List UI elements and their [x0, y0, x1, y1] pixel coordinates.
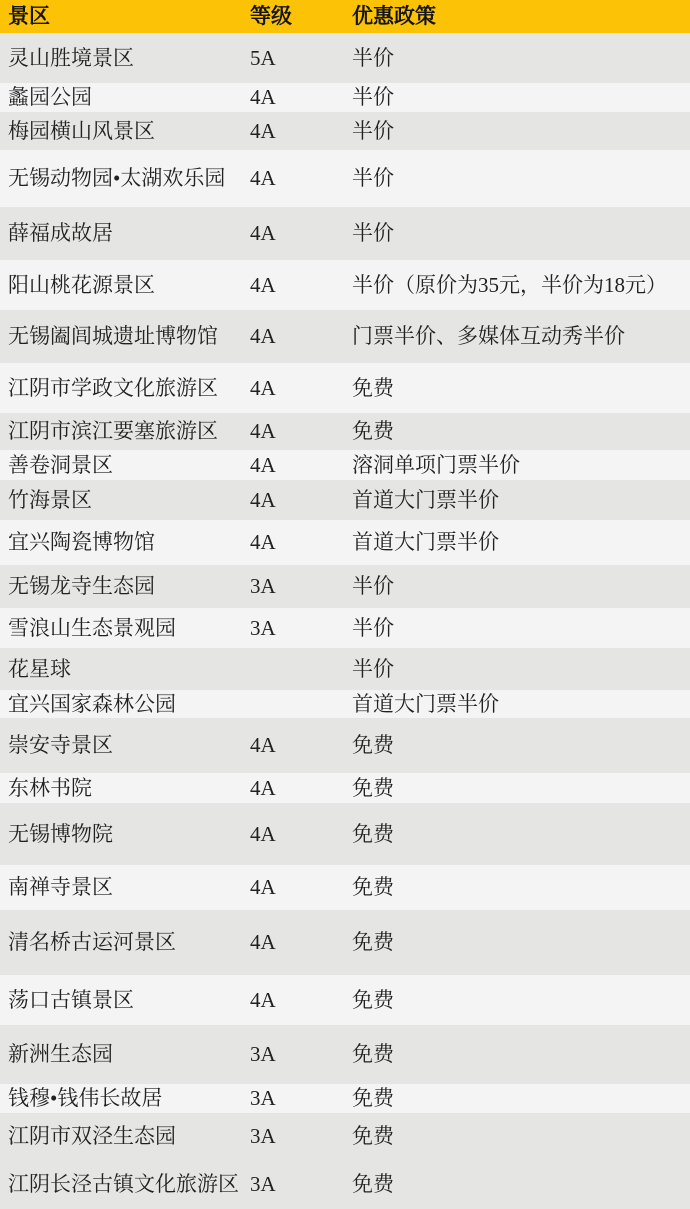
- cell-policy: 半价: [352, 656, 394, 681]
- cell-scenic-area: 江阴市学政文化旅游区: [8, 375, 218, 400]
- table-row: [0, 260, 690, 310]
- table-row: [0, 450, 690, 480]
- table-row: [0, 520, 690, 565]
- cell-policy: 首道大门票半价: [352, 487, 499, 512]
- cell-grade: 4A: [250, 733, 276, 758]
- cell-scenic-area: 无锡动物园•太湖欢乐园: [8, 166, 226, 191]
- cell-policy: 免费: [352, 1124, 394, 1149]
- cell-policy: 半价: [352, 221, 394, 246]
- cell-policy: 免费: [352, 821, 394, 846]
- cell-scenic-area: 钱穆•钱伟长故居: [8, 1086, 163, 1111]
- cell-grade: 3A: [250, 574, 276, 599]
- cell-policy: 半价: [352, 45, 394, 70]
- cell-grade: 4A: [250, 375, 276, 400]
- cell-policy: 免费: [352, 930, 394, 955]
- table-row: [0, 1113, 690, 1160]
- cell-grade: 4A: [250, 272, 276, 297]
- table-row: [0, 1025, 690, 1084]
- cell-grade: 4A: [250, 118, 276, 143]
- table-header-row: [0, 0, 690, 33]
- cell-grade: 4A: [250, 775, 276, 800]
- table-row: [0, 608, 690, 648]
- cell-scenic-area: 无锡阖闾城遗址博物馆: [8, 324, 218, 349]
- cell-scenic-area: 雪浪山生态景观园: [8, 615, 176, 640]
- cell-policy: 半价: [352, 118, 394, 143]
- table-row: [0, 910, 690, 975]
- cell-policy: 半价: [352, 574, 394, 599]
- cell-policy: 免费: [352, 375, 394, 400]
- cell-policy: 免费: [352, 775, 394, 800]
- cell-scenic-area: 江阴长泾古镇文化旅游区: [8, 1172, 239, 1197]
- cell-grade: 3A: [250, 615, 276, 640]
- cell-policy: 免费: [352, 875, 394, 900]
- column-header-scenic-area: 景区: [8, 4, 50, 29]
- cell-grade: 4A: [250, 452, 276, 477]
- cell-policy: 免费: [352, 419, 394, 444]
- cell-scenic-area: 清名桥古运河景区: [8, 930, 176, 955]
- cell-scenic-area: 无锡博物院: [8, 821, 113, 846]
- cell-grade: 4A: [250, 166, 276, 191]
- table-row: [0, 690, 690, 718]
- cell-scenic-area: 南禅寺景区: [8, 875, 113, 900]
- cell-grade: 4A: [250, 487, 276, 512]
- cell-policy: 免费: [352, 987, 394, 1012]
- table-row: [0, 480, 690, 520]
- table-row: [0, 363, 690, 413]
- cell-policy: 免费: [352, 1086, 394, 1111]
- cell-grade: 3A: [250, 1172, 276, 1197]
- cell-grade: 3A: [250, 1086, 276, 1111]
- table-body: [0, 33, 690, 1209]
- cell-policy: 免费: [352, 1042, 394, 1067]
- cell-policy: 首道大门票半价: [352, 691, 499, 716]
- cell-policy: 门票半价、多媒体互动秀半价: [352, 324, 625, 349]
- column-header-grade: 等级: [250, 4, 292, 29]
- cell-scenic-area: 荡口古镇景区: [8, 987, 134, 1012]
- table-row: [0, 803, 690, 865]
- cell-scenic-area: 蠡园公园: [8, 85, 92, 110]
- cell-scenic-area: 灵山胜境景区: [8, 45, 134, 70]
- table-row: [0, 975, 690, 1025]
- cell-scenic-area: 宜兴陶瓷博物馆: [8, 530, 155, 555]
- table-row: [0, 207, 690, 260]
- cell-scenic-area: 善卷洞景区: [8, 452, 113, 477]
- cell-grade: 4A: [250, 821, 276, 846]
- table-row: [0, 865, 690, 910]
- cell-policy: 首道大门票半价: [352, 530, 499, 555]
- cell-policy: 免费: [352, 1172, 394, 1197]
- cell-scenic-area: 薛福成故居: [8, 221, 113, 246]
- cell-grade: 4A: [250, 324, 276, 349]
- cell-grade: 4A: [250, 85, 276, 110]
- cell-grade: 4A: [250, 530, 276, 555]
- table-row: [0, 718, 690, 773]
- cell-policy: 免费: [352, 733, 394, 758]
- cell-grade: 4A: [250, 930, 276, 955]
- cell-grade: 5A: [250, 45, 276, 70]
- cell-grade: 4A: [250, 987, 276, 1012]
- table-row: [0, 83, 690, 112]
- table-row: [0, 1084, 690, 1113]
- column-header-policy: 优惠政策: [352, 4, 436, 29]
- cell-scenic-area: 江阴市滨江要塞旅游区: [8, 419, 218, 444]
- cell-policy: 半价: [352, 615, 394, 640]
- cell-policy: 溶洞单项门票半价: [352, 452, 520, 477]
- cell-grade: 4A: [250, 875, 276, 900]
- table-row: [0, 1160, 690, 1209]
- table-row: [0, 112, 690, 150]
- cell-scenic-area: 花星球: [8, 656, 71, 681]
- cell-grade: 4A: [250, 221, 276, 246]
- cell-scenic-area: 东林书院: [8, 775, 92, 800]
- table-row: [0, 33, 690, 83]
- table-row: [0, 150, 690, 207]
- cell-grade: 4A: [250, 419, 276, 444]
- table-row: [0, 565, 690, 608]
- cell-policy: 半价: [352, 166, 394, 191]
- cell-scenic-area: 梅园横山风景区: [8, 118, 155, 143]
- cell-scenic-area: 崇安寺景区: [8, 733, 113, 758]
- cell-scenic-area: 竹海景区: [8, 487, 92, 512]
- cell-scenic-area: 无锡龙寺生态园: [8, 574, 155, 599]
- table-row: [0, 413, 690, 450]
- cell-scenic-area: 宜兴国家森林公园: [8, 691, 176, 716]
- cell-grade: 3A: [250, 1042, 276, 1067]
- table-row: [0, 773, 690, 803]
- cell-policy: 半价（原价为35元，半价为18元）: [352, 272, 667, 297]
- cell-grade: 3A: [250, 1124, 276, 1149]
- table-row: [0, 648, 690, 690]
- table-row: [0, 310, 690, 363]
- cell-scenic-area: 阳山桃花源景区: [8, 272, 155, 297]
- cell-scenic-area: 江阴市双泾生态园: [8, 1124, 176, 1149]
- cell-scenic-area: 新洲生态园: [8, 1042, 113, 1067]
- cell-policy: 半价: [352, 85, 394, 110]
